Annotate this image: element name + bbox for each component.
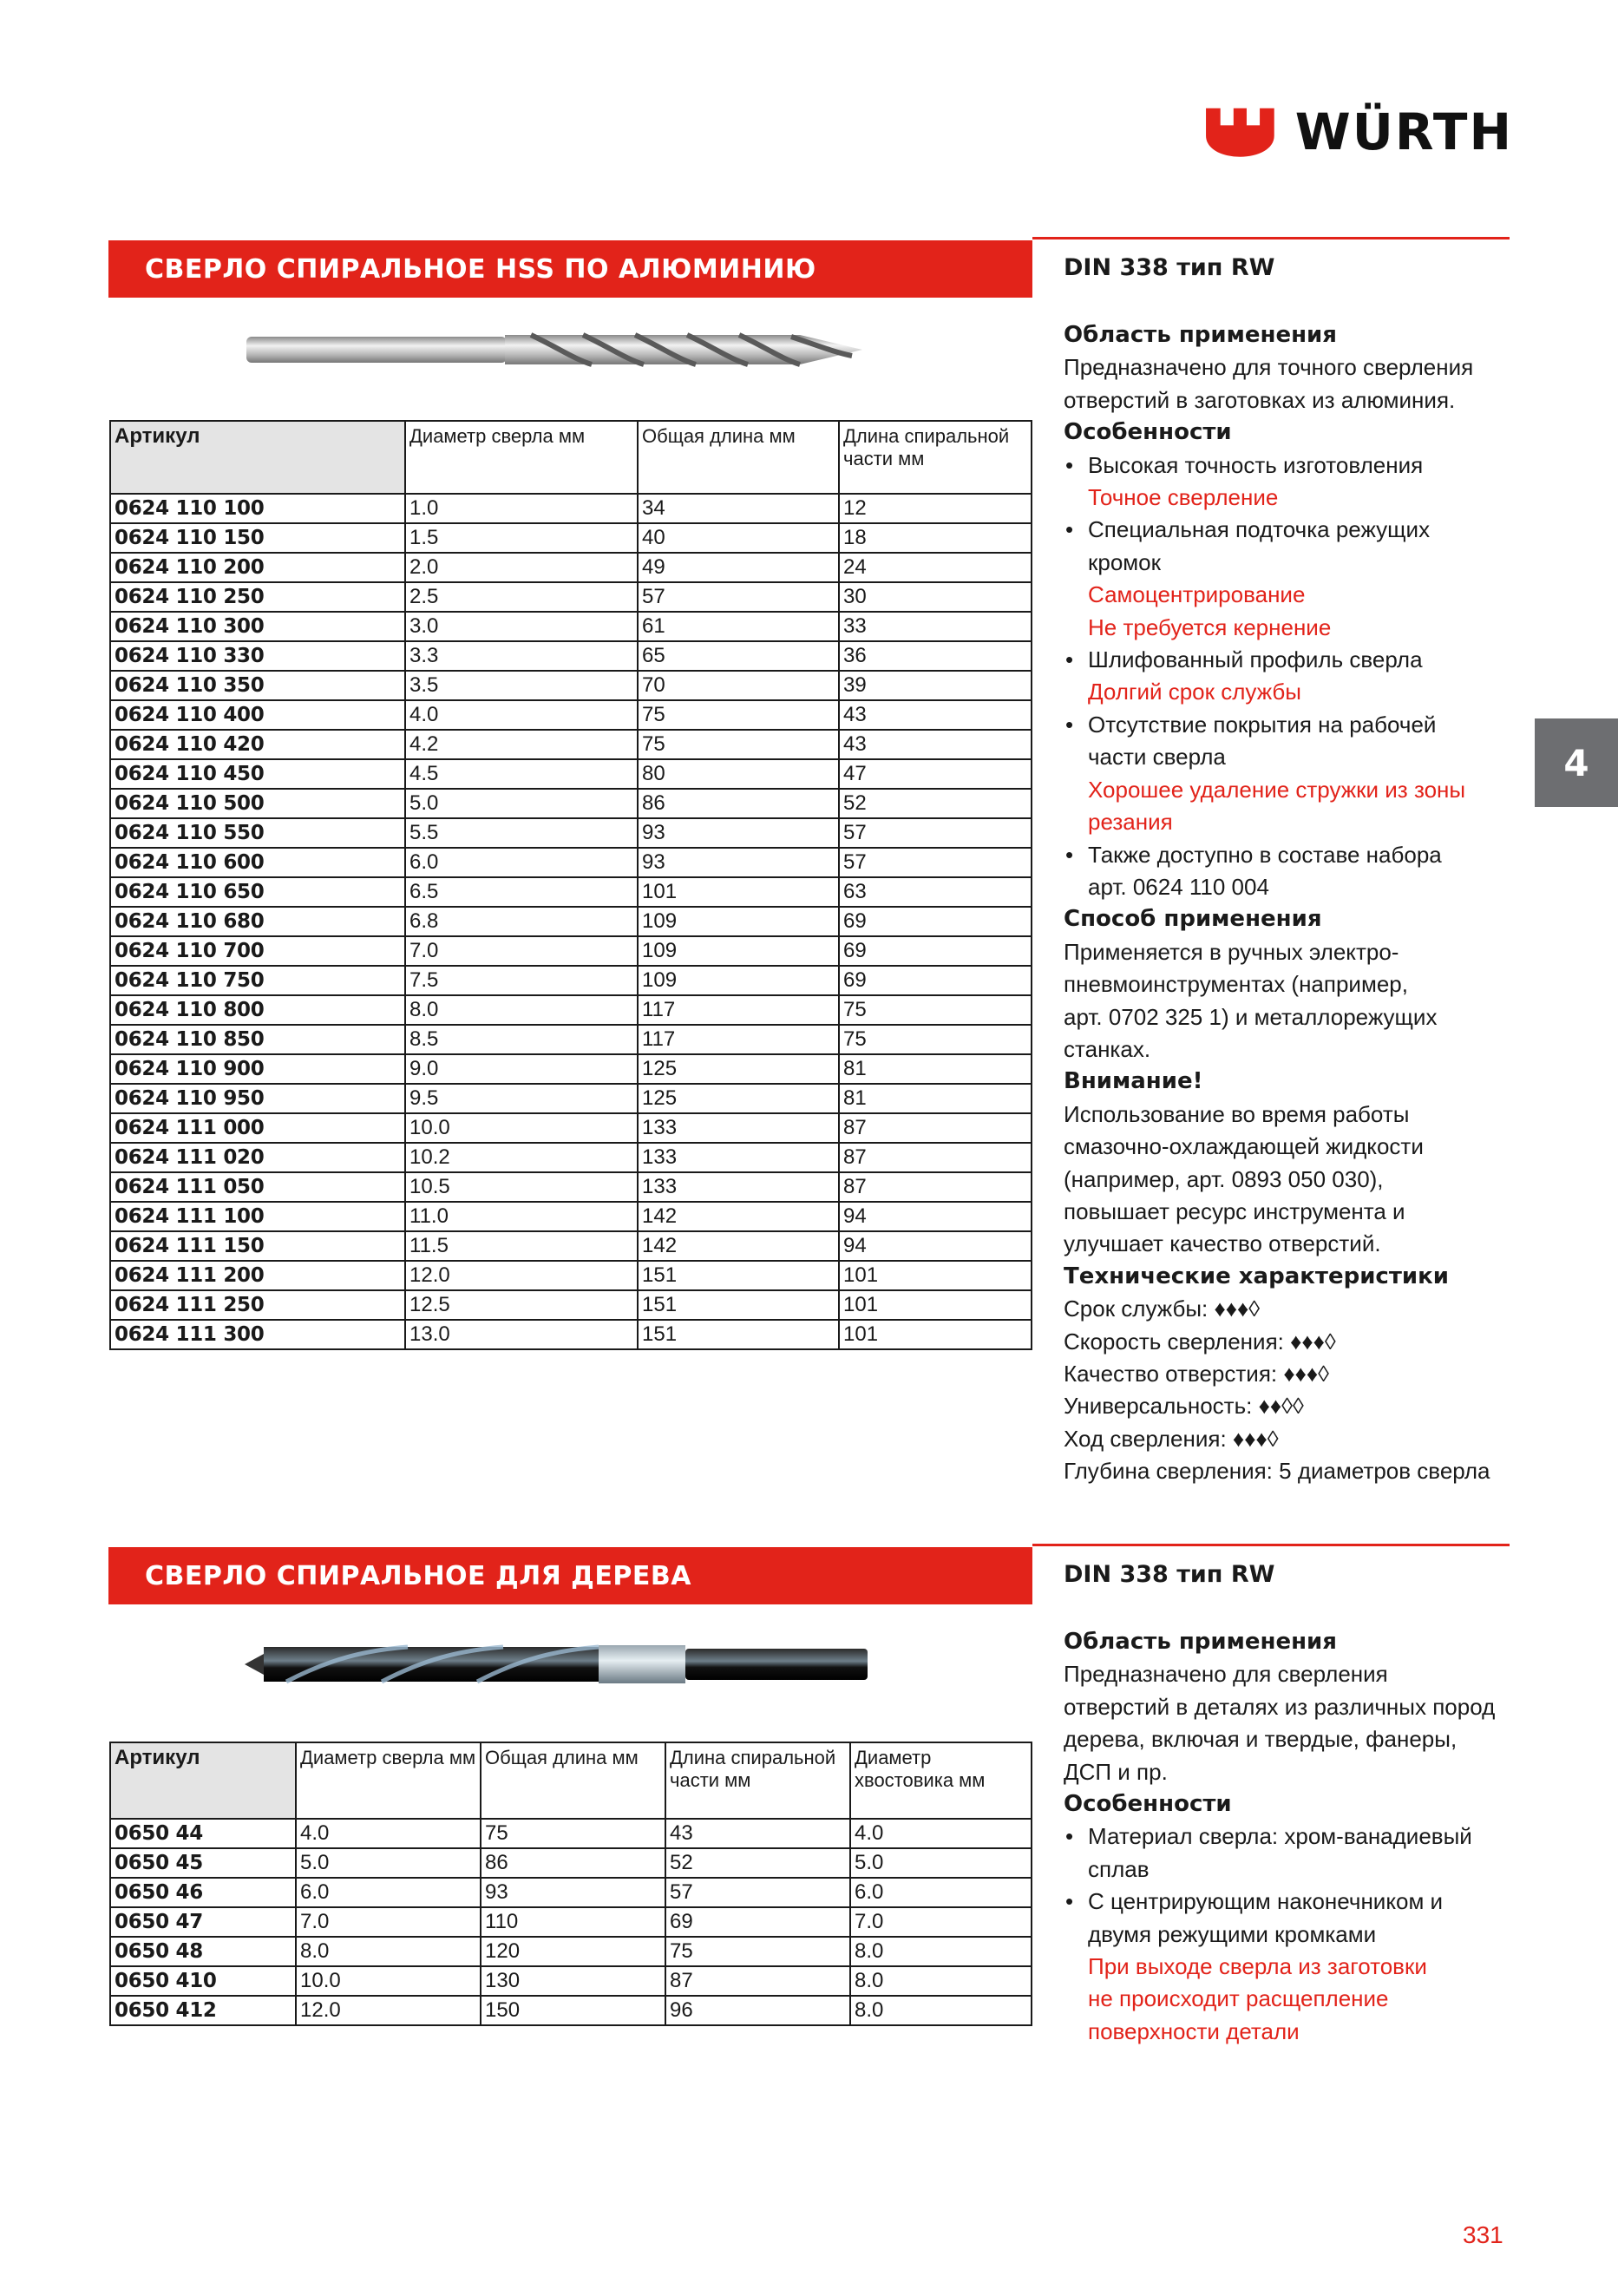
body-text: ДСП и пр.: [1064, 1758, 1168, 1785]
value-cell: 96: [665, 1996, 850, 2025]
table-row: [110, 730, 1032, 759]
value-cell: 110: [481, 1907, 665, 1937]
value-cell: 69: [839, 966, 1032, 995]
value-cell: 69: [839, 936, 1032, 966]
table-row: [110, 612, 1032, 641]
article-cell: 0624 110 420: [110, 730, 405, 759]
table-row: [110, 1966, 1032, 1996]
value-cell: 150: [481, 1996, 665, 2025]
value-cell: 86: [481, 1848, 665, 1878]
table-row: [110, 553, 1032, 582]
bullet-icon: •: [1065, 516, 1074, 543]
aluminium-drill-table: [109, 420, 1032, 1350]
value-cell: 75: [665, 1937, 850, 1966]
value-cell: 94: [839, 1202, 1032, 1231]
article-cell: 0624 110 100: [110, 494, 405, 523]
value-cell: 4.2: [405, 730, 638, 759]
benefit-text: Долгий срок службы: [1088, 679, 1301, 705]
value-cell: 61: [638, 612, 839, 641]
value-cell: 39: [839, 671, 1032, 700]
article-cell: 0650 45: [110, 1848, 296, 1878]
table-row: [110, 789, 1032, 818]
article-cell: 0624 110 900: [110, 1054, 405, 1084]
table-row: [110, 1819, 1032, 1848]
table-row: [110, 759, 1032, 789]
section2-rule: [1032, 1544, 1510, 1546]
table-row: [110, 1084, 1032, 1113]
value-cell: 12: [839, 494, 1032, 523]
table-row: [110, 1996, 1032, 2025]
value-cell: 87: [665, 1966, 850, 1996]
body-text: Качество отверстия: ♦♦♦◊: [1064, 1361, 1329, 1387]
value-cell: 75: [839, 995, 1032, 1025]
bullet-text: Материал сверла: хром-ванадиевый: [1088, 1823, 1472, 1850]
value-cell: 4.0: [850, 1819, 1032, 1848]
body-text: повышает ресурс инструмента и: [1064, 1197, 1405, 1224]
table-row: [110, 995, 1032, 1025]
subheading: Область применения: [1064, 1629, 1337, 1655]
aluminium-drill-image: [245, 321, 869, 378]
body-text: дерева, включая и твердые, фанеры,: [1064, 1726, 1458, 1753]
value-cell: 109: [638, 966, 839, 995]
article-cell: 0624 110 850: [110, 1025, 405, 1054]
value-cell: 65: [638, 641, 839, 671]
article-cell: 0624 110 680: [110, 907, 405, 936]
table-row: [110, 907, 1032, 936]
col-header-total-length: Общая длина мм: [638, 421, 839, 494]
value-cell: 18: [839, 523, 1032, 553]
article-cell: 0624 110 950: [110, 1084, 405, 1113]
value-cell: 101: [638, 877, 839, 907]
value-cell: 43: [839, 700, 1032, 730]
value-cell: 8.0: [850, 1996, 1032, 2025]
value-cell: 87: [839, 1113, 1032, 1143]
value-cell: 69: [665, 1907, 850, 1937]
table-row: [110, 1848, 1032, 1878]
value-cell: 57: [638, 582, 839, 612]
article-cell: 0624 111 300: [110, 1320, 405, 1349]
value-cell: 34: [638, 494, 839, 523]
article-cell: 0650 44: [110, 1819, 296, 1848]
wurth-logo-icon: [1201, 97, 1280, 167]
article-cell: 0624 110 350: [110, 671, 405, 700]
table-row: [110, 936, 1032, 966]
value-cell: 75: [481, 1819, 665, 1848]
bullet-item: [1064, 449, 1515, 482]
value-cell: 6.0: [850, 1878, 1032, 1907]
value-cell: 3.3: [405, 641, 638, 671]
table-row: [110, 1261, 1032, 1290]
bullet-text: Также доступно в составе набора: [1088, 841, 1442, 868]
benefit-text: поверхности детали: [1088, 2017, 1300, 2044]
article-cell: 0624 110 450: [110, 759, 405, 789]
bullet-text: С центрирующим наконечником и: [1088, 1888, 1444, 1915]
article-cell: 0624 111 020: [110, 1143, 405, 1172]
subheading: Внимание!: [1064, 1068, 1203, 1095]
article-cell: 0624 110 700: [110, 936, 405, 966]
value-cell: 75: [839, 1025, 1032, 1054]
value-cell: 86: [638, 789, 839, 818]
value-cell: 11.0: [405, 1202, 638, 1231]
bullet-continuation: двумя режущими кромками: [1088, 1920, 1377, 1947]
value-cell: 75: [638, 700, 839, 730]
article-cell: 0624 110 250: [110, 582, 405, 612]
value-cell: 8.0: [296, 1937, 481, 1966]
body-text: улучшает качество отверстий.: [1064, 1230, 1381, 1257]
body-text: Универсальность: ♦♦◊◊: [1064, 1393, 1304, 1420]
value-cell: 80: [638, 759, 839, 789]
value-cell: 12.0: [296, 1996, 481, 2025]
table-row: [110, 848, 1032, 877]
article-cell: 0624 111 200: [110, 1261, 405, 1290]
benefit-text: Самоцентрирование: [1088, 581, 1306, 608]
table-row: [110, 671, 1032, 700]
value-cell: 10.2: [405, 1143, 638, 1172]
benefit-text: резания: [1088, 809, 1173, 836]
value-cell: 8.5: [405, 1025, 638, 1054]
value-cell: 81: [839, 1084, 1032, 1113]
value-cell: 11.5: [405, 1231, 638, 1261]
body-text: арт. 0702 325 1) и металлорежущих: [1064, 1003, 1438, 1030]
bullet-icon: •: [1065, 1823, 1074, 1850]
table-row: [110, 1143, 1032, 1172]
table-row: [110, 818, 1032, 848]
bullet-text: Шлифованный профиль сверла: [1088, 646, 1423, 673]
value-cell: 93: [638, 818, 839, 848]
value-cell: 87: [839, 1172, 1032, 1202]
table-row: [110, 877, 1032, 907]
value-cell: 151: [638, 1290, 839, 1320]
wood-drill-table: [109, 1742, 1032, 2026]
bullet-item: [1064, 1886, 1515, 1918]
bullet-text: Отсутствие покрытия на рабочей: [1088, 711, 1437, 738]
value-cell: 9.5: [405, 1084, 638, 1113]
body-text: отверстий в заготовках из алюминия.: [1064, 386, 1456, 413]
value-cell: 7.0: [850, 1907, 1032, 1937]
value-cell: 7.5: [405, 966, 638, 995]
subheading: Технические характеристики: [1064, 1263, 1449, 1289]
col-header-spiral-length: Длина спиральной части мм: [839, 421, 1032, 494]
bullet-icon: •: [1065, 1888, 1074, 1915]
article-cell: 0650 46: [110, 1878, 296, 1907]
bullet-text: Специальная подточка режущих: [1088, 516, 1431, 543]
article-cell: 0650 410: [110, 1966, 296, 1996]
value-cell: 33: [839, 612, 1032, 641]
value-cell: 4.0: [405, 700, 638, 730]
value-cell: 40: [638, 523, 839, 553]
bullet-continuation: кромок: [1088, 548, 1162, 575]
table-row: [110, 1172, 1032, 1202]
value-cell: 69: [839, 907, 1032, 936]
value-cell: 93: [481, 1878, 665, 1907]
value-cell: 151: [638, 1320, 839, 1349]
subheading: Особенности: [1064, 1791, 1232, 1818]
article-cell: 0650 47: [110, 1907, 296, 1937]
bullet-icon: •: [1065, 451, 1074, 478]
value-cell: 5.0: [405, 789, 638, 818]
value-cell: 12.0: [405, 1261, 638, 1290]
table-row: [110, 582, 1032, 612]
table-row: [110, 1054, 1032, 1084]
article-cell: 0624 110 330: [110, 641, 405, 671]
bullet-continuation: арт. 0624 110 004: [1088, 873, 1269, 900]
value-cell: 142: [638, 1231, 839, 1261]
value-cell: 10.5: [405, 1172, 638, 1202]
benefit-text: Точное сверление: [1088, 484, 1279, 511]
body-text: Предназначено для точного сверления: [1064, 354, 1474, 381]
col-header-diameter: Диаметр сверла мм: [405, 421, 638, 494]
value-cell: 1.5: [405, 523, 638, 553]
article-cell: 0624 111 250: [110, 1290, 405, 1320]
body-text: Глубина сверления: 5 диаметров сверла: [1064, 1458, 1490, 1485]
value-cell: 5.0: [850, 1848, 1032, 1878]
section1-title: СВЕРЛО СПИРАЛЬНОЕ HSS ПО АЛЮМИНИЮ: [108, 240, 1032, 298]
table-header-row: [110, 1742, 1032, 1819]
bullet-item: [1064, 709, 1515, 741]
bullet-item: [1064, 1820, 1515, 1853]
value-cell: 57: [839, 848, 1032, 877]
article-cell: 0624 110 750: [110, 966, 405, 995]
table-row: [110, 494, 1032, 523]
value-cell: 130: [481, 1966, 665, 1996]
wood-drill-image: [234, 1624, 876, 1704]
value-cell: 117: [638, 1025, 839, 1054]
article-cell: 0624 110 200: [110, 553, 405, 582]
value-cell: 52: [665, 1848, 850, 1878]
subheading: Способ применения: [1064, 906, 1322, 933]
benefit-text: При выходе сверла из заготовки: [1088, 1953, 1427, 1980]
article-cell: 0624 110 550: [110, 818, 405, 848]
value-cell: 3.5: [405, 671, 638, 700]
value-cell: 8.0: [850, 1966, 1032, 1996]
value-cell: 125: [638, 1084, 839, 1113]
article-cell: 0650 48: [110, 1937, 296, 1966]
value-cell: 133: [638, 1143, 839, 1172]
article-cell: 0624 110 300: [110, 612, 405, 641]
bullet-icon: •: [1065, 711, 1074, 738]
bullet-item: [1064, 644, 1515, 676]
value-cell: 109: [638, 936, 839, 966]
value-cell: 43: [665, 1819, 850, 1848]
value-cell: 94: [839, 1231, 1032, 1261]
wurth-logo: [1201, 97, 1513, 167]
value-cell: 49: [638, 553, 839, 582]
table-row: [110, 1937, 1032, 1966]
value-cell: 101: [839, 1261, 1032, 1290]
value-cell: 8.0: [405, 995, 638, 1025]
bullet-continuation: части сверла: [1088, 744, 1226, 771]
body-text: Срок службы: ♦♦♦◊: [1064, 1296, 1261, 1322]
value-cell: 7.0: [296, 1907, 481, 1937]
table-row: [110, 523, 1032, 553]
body-text: Скорость сверления: ♦♦♦◊: [1064, 1328, 1336, 1355]
table-row: [110, 1290, 1032, 1320]
value-cell: 5.0: [296, 1848, 481, 1878]
col-header-article: Артикул: [110, 1742, 296, 1819]
subheading: Область применения: [1064, 322, 1337, 348]
table-row: [110, 700, 1032, 730]
value-cell: 5.5: [405, 818, 638, 848]
value-cell: 133: [638, 1113, 839, 1143]
body-text: Использование во время работы: [1064, 1100, 1410, 1127]
col-header-spiral-length: Длина спиральной части мм: [665, 1742, 850, 1819]
value-cell: 101: [839, 1320, 1032, 1349]
value-cell: 6.0: [296, 1878, 481, 1907]
table-row: [110, 1878, 1032, 1907]
value-cell: 2.5: [405, 582, 638, 612]
body-text: Предназначено для сверления: [1064, 1661, 1388, 1688]
value-cell: 151: [638, 1261, 839, 1290]
value-cell: 120: [481, 1937, 665, 1966]
table-row: [110, 1231, 1032, 1261]
bullet-continuation: сплав: [1088, 1855, 1150, 1882]
article-cell: 0624 110 800: [110, 995, 405, 1025]
value-cell: 81: [839, 1054, 1032, 1084]
col-header-article: Артикул: [110, 421, 405, 494]
subheading: Особенности: [1064, 419, 1232, 446]
section2-description: [1064, 1626, 1515, 2048]
value-cell: 3.0: [405, 612, 638, 641]
article-cell: 0624 110 150: [110, 523, 405, 553]
value-cell: 9.0: [405, 1054, 638, 1084]
article-cell: 0624 111 000: [110, 1113, 405, 1143]
article-cell: 0624 110 400: [110, 700, 405, 730]
value-cell: 43: [839, 730, 1032, 759]
article-cell: 0624 111 050: [110, 1172, 405, 1202]
body-text: отверстий в деталях из различных пород: [1064, 1693, 1496, 1720]
section1-rule: [1032, 237, 1510, 239]
section1-standard: DIN 338 тип RW: [1064, 254, 1275, 281]
bullet-icon: •: [1065, 646, 1074, 673]
value-cell: 47: [839, 759, 1032, 789]
table-row: [110, 1202, 1032, 1231]
value-cell: 24: [839, 553, 1032, 582]
body-text: пневмоинструментах (например,: [1064, 971, 1408, 998]
table-row: [110, 1907, 1032, 1937]
bullet-item: [1064, 514, 1515, 546]
article-cell: 0624 111 100: [110, 1202, 405, 1231]
body-text: Ход сверления: ♦♦♦◊: [1064, 1425, 1279, 1452]
body-text: (например, арт. 0893 050 030),: [1064, 1165, 1384, 1192]
table-row: [110, 966, 1032, 995]
body-text: станках.: [1064, 1035, 1151, 1062]
value-cell: 6.8: [405, 907, 638, 936]
value-cell: 133: [638, 1172, 839, 1202]
page-number: 331: [1463, 2221, 1503, 2248]
body-text: смазочно-охлаждающей жидкости: [1064, 1133, 1424, 1160]
article-cell: 0624 110 500: [110, 789, 405, 818]
benefit-text: Не требуется кернение: [1088, 613, 1332, 640]
value-cell: 142: [638, 1202, 839, 1231]
value-cell: 36: [839, 641, 1032, 671]
value-cell: 63: [839, 877, 1032, 907]
article-cell: 0624 110 650: [110, 877, 405, 907]
value-cell: 101: [839, 1290, 1032, 1320]
value-cell: 30: [839, 582, 1032, 612]
value-cell: 8.0: [850, 1937, 1032, 1966]
chapter-tab: 4: [1535, 718, 1618, 807]
value-cell: 12.5: [405, 1290, 638, 1320]
table-row: [110, 1025, 1032, 1054]
value-cell: 2.0: [405, 553, 638, 582]
table-row: [110, 1113, 1032, 1143]
col-header-shank-diameter: Диаметр хвостовика мм: [850, 1742, 1032, 1819]
table-row: [110, 641, 1032, 671]
benefit-text: Хорошее удаление стружки из зоны: [1088, 776, 1466, 803]
value-cell: 70: [638, 671, 839, 700]
article-cell: 0624 111 150: [110, 1231, 405, 1261]
table-row: [110, 1320, 1032, 1349]
value-cell: 13.0: [405, 1320, 638, 1349]
col-header-total-length: Общая длина мм: [481, 1742, 665, 1819]
section2-standard: DIN 338 тип RW: [1064, 1561, 1275, 1588]
section1-description: [1064, 319, 1515, 1488]
value-cell: 4.0: [296, 1819, 481, 1848]
bullet-icon: •: [1065, 841, 1074, 868]
value-cell: 57: [665, 1878, 850, 1907]
value-cell: 7.0: [405, 936, 638, 966]
value-cell: 6.0: [405, 848, 638, 877]
value-cell: 6.5: [405, 877, 638, 907]
value-cell: 10.0: [296, 1966, 481, 1996]
value-cell: 117: [638, 995, 839, 1025]
value-cell: 4.5: [405, 759, 638, 789]
value-cell: 52: [839, 789, 1032, 818]
value-cell: 10.0: [405, 1113, 638, 1143]
value-cell: 87: [839, 1143, 1032, 1172]
bullet-item: [1064, 839, 1515, 871]
value-cell: 93: [638, 848, 839, 877]
value-cell: 109: [638, 907, 839, 936]
article-cell: 0650 412: [110, 1996, 296, 2025]
value-cell: 57: [839, 818, 1032, 848]
body-text: Применяется в ручных электро-: [1064, 938, 1399, 965]
brand-name: WÜRTH: [1294, 102, 1513, 161]
value-cell: 125: [638, 1054, 839, 1084]
table-header-row: [110, 421, 1032, 494]
value-cell: 75: [638, 730, 839, 759]
article-cell: 0624 110 600: [110, 848, 405, 877]
section2-title: СВЕРЛО СПИРАЛЬНОЕ ДЛЯ ДЕРЕВА: [108, 1547, 1032, 1604]
bullet-text: Высокая точность изготовления: [1088, 451, 1424, 478]
benefit-text: не происходит расщепление: [1088, 1985, 1389, 2012]
value-cell: 1.0: [405, 494, 638, 523]
col-header-diameter: Диаметр сверла мм: [296, 1742, 481, 1819]
